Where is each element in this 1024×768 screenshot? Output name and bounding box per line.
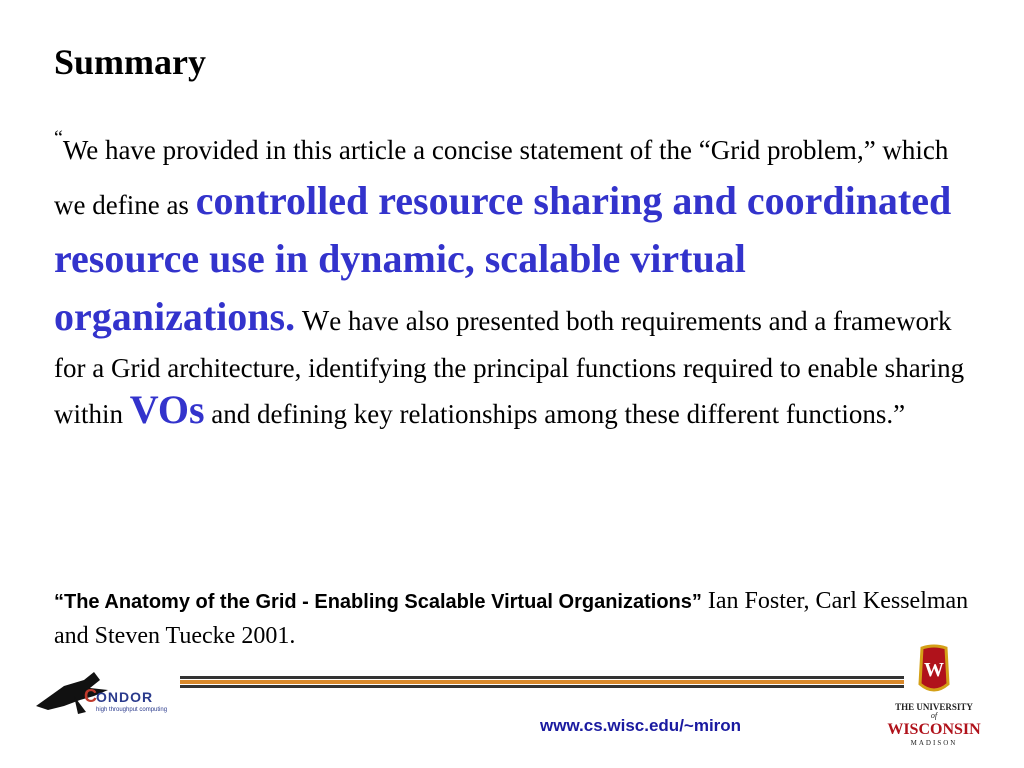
footer-url[interactable]: www.cs.wisc.edu/~miron xyxy=(540,716,742,735)
uw-crest-icon xyxy=(920,646,948,690)
citation-authors: Ian Foster, Carl Kesselman and Steven Tuecke 2001. xyxy=(54,588,969,649)
quote-we-rest: e xyxy=(329,306,342,336)
quote-we xyxy=(302,306,341,336)
uw-city: MADISON xyxy=(910,739,958,747)
condor-tagline: high throughput computing xyxy=(96,707,168,713)
quote-highlight: controlled resource sharing and coordinated resource use in dynamic, scalable virtual organizations xyxy=(54,178,952,339)
quote-text-part-2: have also presented both requirements and a framework for a Grid architecture, identifying the principal functions required to enable sharing within xyxy=(54,306,965,429)
citation-title: “The Anatomy of the Grid - Enabling Scalable Virtual Organizations” xyxy=(54,591,702,613)
condor-wordmark: ONDOR xyxy=(96,689,154,705)
uw-madison-logo xyxy=(884,644,984,750)
quote-we-capital: W xyxy=(301,305,330,337)
quote-vos: VOs xyxy=(129,387,205,432)
quote-text-part-1: We have provided in this article a concise statement of the “Grid problem,” which we define as xyxy=(54,135,949,220)
condor-logo xyxy=(34,666,186,722)
summary-quote xyxy=(54,128,974,436)
citation xyxy=(54,584,974,653)
quote-open-mark: “ xyxy=(54,127,63,149)
footer-rule xyxy=(180,676,904,690)
uw-line1: THE UNIVERSITY xyxy=(895,702,973,712)
quote-highlight-period: . xyxy=(285,294,296,339)
uw-of: of xyxy=(930,711,938,720)
condor-initial: C xyxy=(84,686,97,706)
quote-text-part-3: and defining key relationships among these different functions.” xyxy=(204,399,906,429)
uw-crest-letter: W xyxy=(924,659,944,681)
slide-title: Summary xyxy=(54,42,206,82)
uw-name: WISCONSIN xyxy=(887,721,981,738)
